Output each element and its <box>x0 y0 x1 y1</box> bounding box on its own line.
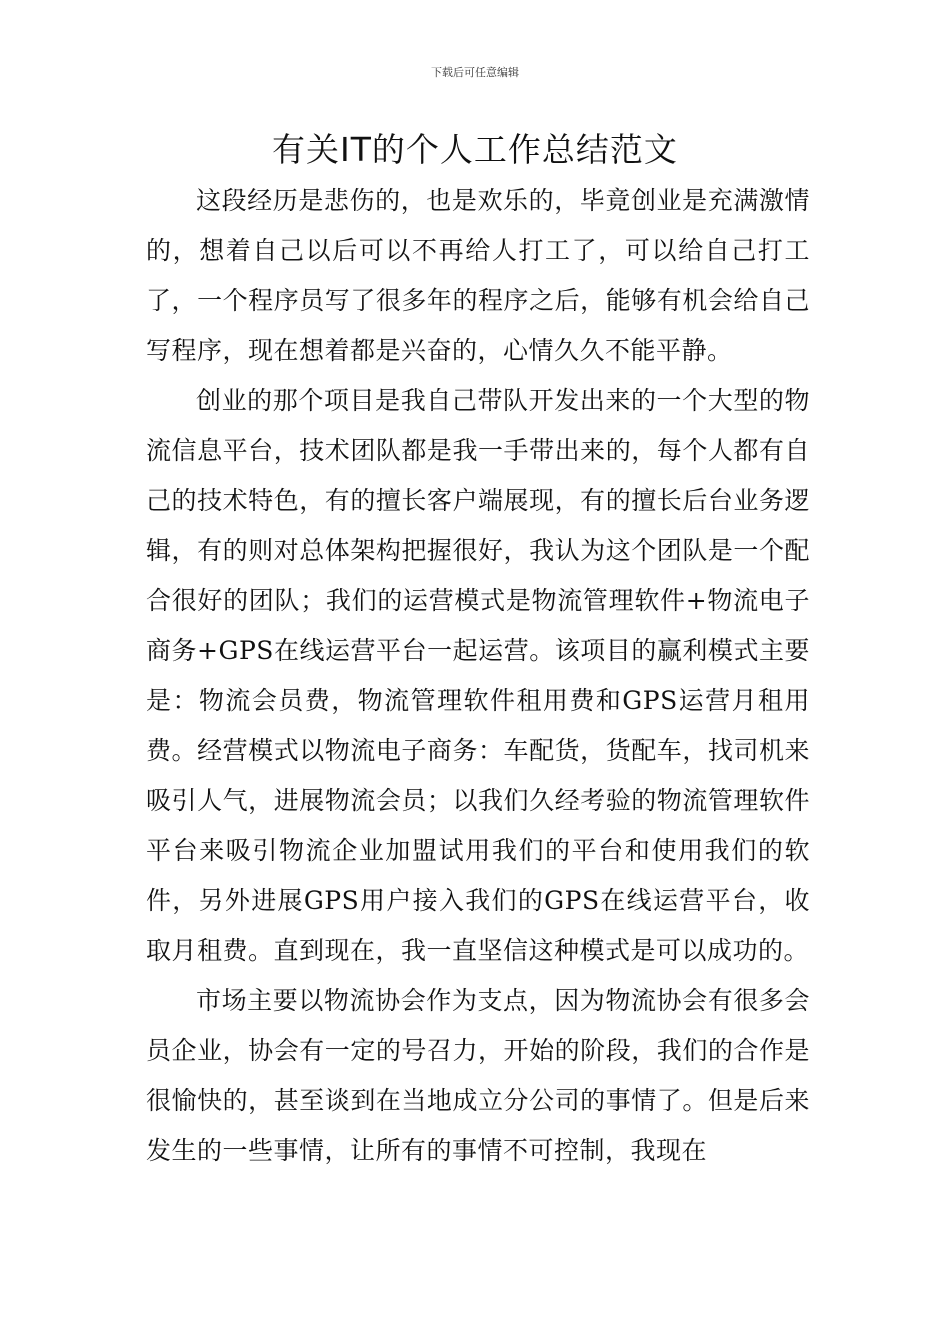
document-title: 有关IT的个人工作总结范文 <box>272 130 678 169</box>
paragraph-1: 这段经历是悲伤的，也是欢乐的，毕竟创业是充满激情的，想着自己以后可以不再给人打工了，可以给自己打工了，一个程序员写了很多年的程序之后，能够有机会给自己写程序，现在想着都是兴奋的，心情久久不能平静。 <box>146 186 810 365</box>
header-note: 下载后可任意编辑 <box>431 66 519 79</box>
paragraph-3: 市场主要以物流协会作为支点，因为物流协会有很多会员企业，协会有一定的号召力，开始的阶段，我们的合作是很愉快的，甚至谈到在当地成立分公司的事情了。但是后来发生的一些事情，让所有的事情不可控制，我现在 <box>146 986 810 1165</box>
document-body <box>146 176 810 1176</box>
paragraph-2: 创业的那个项目是我自己带队开发出来的一个大型的物流信息平台，技术团队都是我一手带出来的，每个人都有自己的技术特色，有的擅长客户端展现，有的擅长后台业务逻辑，有的则对总体架构把握很好，我认为这个团队是一个配合很好的团队；我们的运营模式是物流管理软件+物流电子商务+GPS在线运营平台一起运营。该项目的赢利模式主要是：物流会员费，物流管理软件租用费和GPS运营月租用费。经营模式以物流电子商务：车配货，货配车，找司机来吸引人气，进展物流会员；以我们久经考验的物流管理软件平台来吸引物流企业加盟试用我们的平台和使用我们的软件，另外进展GPS用户接入我们的GPS在线运营平台，收取月租费。直到现在，我一直坚信这种模式是可以成功的。 <box>146 386 810 965</box>
